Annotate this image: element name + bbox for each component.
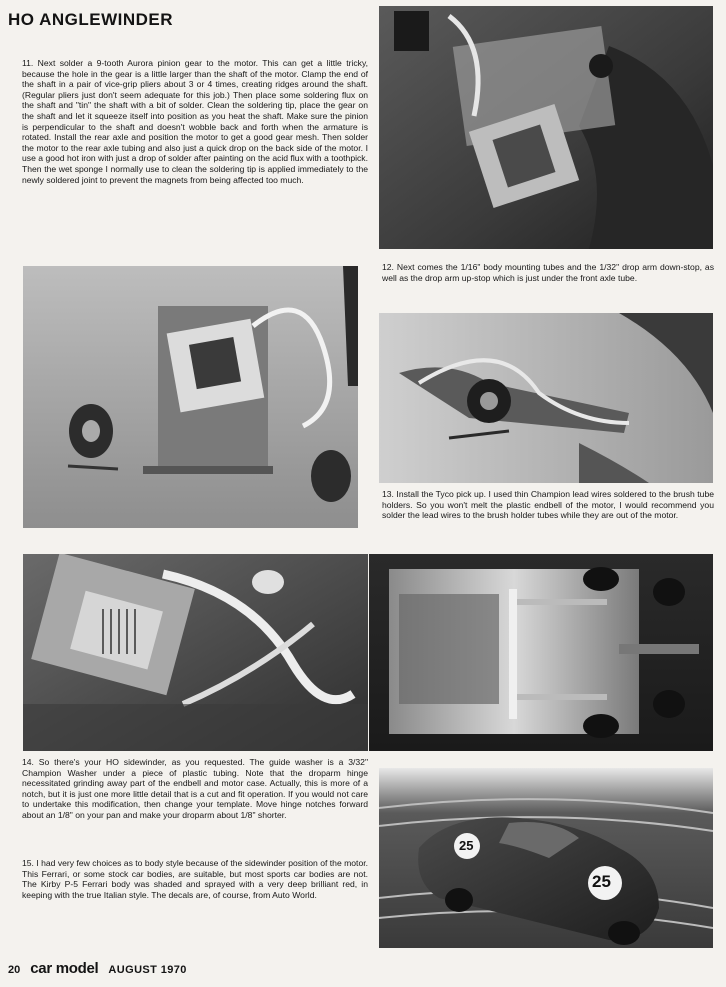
photo-finished-chassis [369, 554, 713, 751]
caption-step-12: 12. Next comes the 1/16" body mounting tubes and the 1/32" drop arm down-stop, as well as the drop arm up-stop which is just under the front axle tube. [382, 262, 714, 283]
page-number: 20 [8, 964, 21, 976]
photo-motor-closeup [23, 554, 368, 751]
magazine-name: car model [30, 960, 99, 977]
photo-ferrari-on-track [379, 768, 713, 948]
caption-step-13: 13. Install the Tyco pick up. I used thin Champion lead wires soldered to the brush tube holders. So you won't melt the plastic endbell of the motor, I would recommend you solder the lead wires to the brush holder tubes while they are out of the motor. [382, 489, 714, 521]
photo-motor-soldering [379, 6, 713, 249]
photo-chassis-assembly [23, 266, 358, 528]
page-footer [8, 960, 187, 977]
photo-pickup-side [379, 313, 713, 483]
car-number-decal-front: 25 [459, 838, 474, 853]
caption-step-11: 11. Next solder a 9-tooth Aurora pinion gear to the motor. This can get a little tricky, because the hole in the gear is a little larger than the shaft of the motor. Clamp the end of the shaft in a pair of vice-grip pliers about 3 or 4 times, creating ridges around the shaft. (Regular pliers just don't seem adequate for this job.) Then place some soldering flux on the shaft and "tin" the shaft with a bit of solder. Clean the soldering tip, place the gear on the shaft and let it squeeze itself into position as you heat the shaft. Make sure the pinion is perpendicular to the shaft and doesn't wobble back and forth when the armature is rotated. Install the rear axle and position the motor to get a good gear mesh. Then solder the motor to the rear axle tubing and also just a quick drop on the back side of the motor. I use a good hot iron with just a drop of solder after painting on the acid flux with a toothpick. Then the wet sponge I normally use to clean the soldering tip is applied immediately to the newly soldered joint to prevent the magnets from being affected too much. [22, 58, 368, 185]
page-title: HO ANGLEWINDER [8, 10, 174, 29]
caption-step-14: 14. So there's your HO sidewinder, as you requested. The guide washer is a 3/32" Champion Washer under a piece of plastic tubing. Note that the droparm hinge necessitated grinding away part of the endbell and motor case. Actually, this is more of a notch, but it is just one more little detail that is a cut and fit operation. If you would not care to undertake this modification, then change your template. Move hinge notches forward about an 1/8" on your pan and make your droparm about 1/8" shorter. [22, 757, 368, 820]
car-number-decal-side: 25 [592, 872, 611, 891]
caption-step-15: 15. I had very few choices as to body style because of the sidewinder position of the motor. This Ferrari, or some stock car bodies, are suitable, but most sports car bodies are not. The Kirby P-5 Ferrari body was shaded and sprayed with a very deep brilliant red, in keeping with the true Italian style. The decals are, of course, from Auto World. [22, 858, 368, 900]
issue-date: AUGUST 1970 [108, 964, 187, 976]
